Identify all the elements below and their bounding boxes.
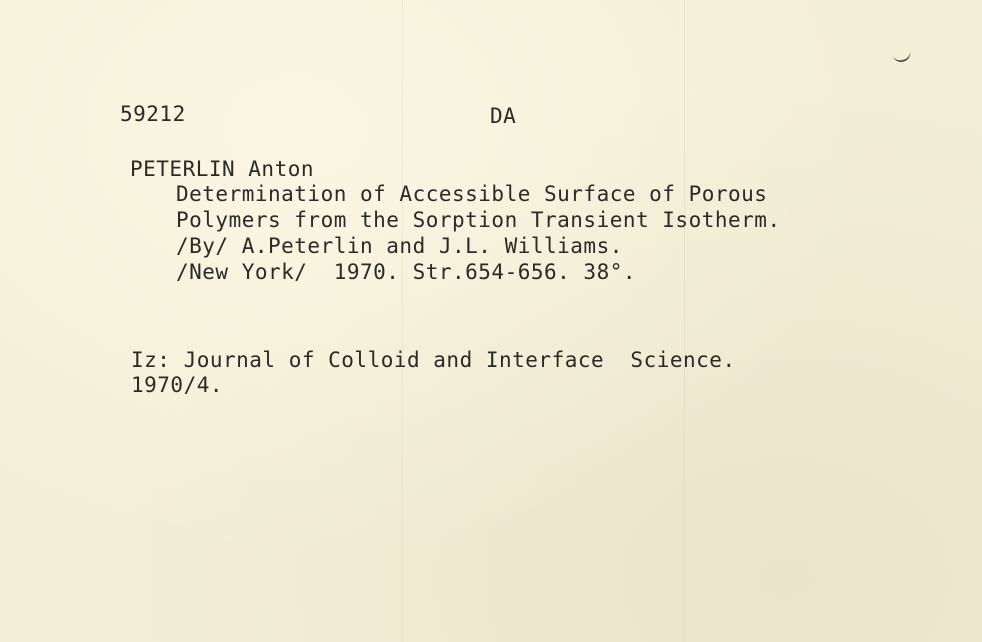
card-crease bbox=[684, 0, 685, 642]
title-line: Determination of Accessible Surface of Porous bbox=[176, 182, 768, 206]
authors-line: /By/ A.Peterlin and J.L. Williams. bbox=[176, 234, 623, 258]
issue-line: 1970/4. bbox=[131, 373, 224, 397]
author-heading: PETERLIN Anton bbox=[130, 157, 315, 181]
title-line: Polymers from the Sorption Transient Isotherm. bbox=[176, 208, 781, 232]
card-crease bbox=[402, 0, 403, 642]
accession-number: 59212 bbox=[120, 102, 186, 126]
check-mark-icon bbox=[892, 48, 912, 64]
imprint-line: /New York/ 1970. Str.654-656. 38°. bbox=[176, 260, 637, 284]
card-code: DA bbox=[490, 104, 517, 128]
source-line: Iz: Journal of Colloid and Interface Science. bbox=[131, 348, 736, 372]
